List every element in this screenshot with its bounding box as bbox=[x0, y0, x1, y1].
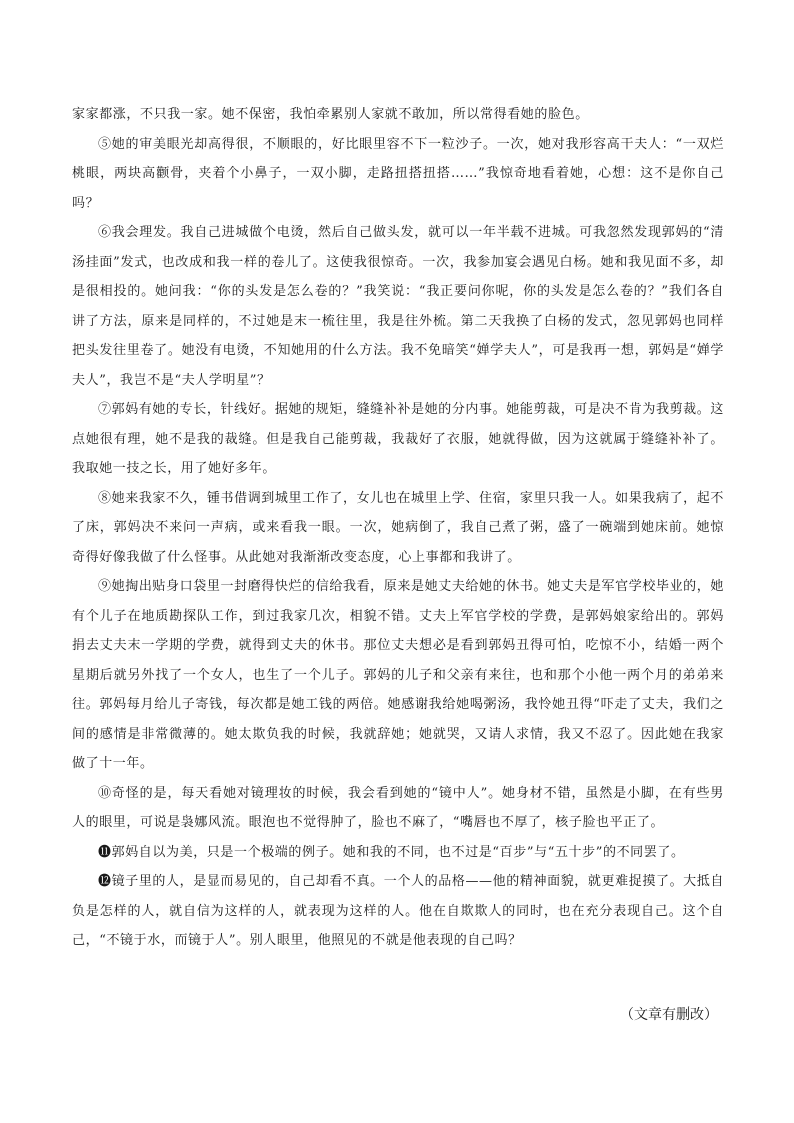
article-body bbox=[72, 0, 724, 956]
paragraph-7: ⑦郭妈有她的专长，针线好。据她的规矩，缝缝补补是她的分内事。她能剪裁，可是决不肯为我剪裁。这点她很有理，她不是我的裁缝。但是我自己能剪裁，我裁好了衣服，她就得做，因为这就属于缝缝补补了。我取她一技之长，用了她好多年。 bbox=[72, 402, 724, 476]
paragraph-9: ⑨她掏出贴身口袋里一封磨得快烂的信给我看，原来是她丈夫给她的休书。她丈夫是军官学校毕业的，她有个儿子在地质勘探队工作，到过我家几次，相貌不错。丈夫上军官学校的学费，是郭妈娘家给出的。郭妈捐去丈夫末一学期的学费，就得到丈夫的休书。那位丈夫想必是看到郭妈丑得可怕，吃惊不小，结婚一两个星期后就另外找了一个女人，也生了一个儿子。郭妈的儿子和父亲有来往，也和那个小他一两个月的弟弟来往。郭妈每月给儿子寄钱，每次都是她工钱的两倍。她感谢我给她喝粥汤，我怜她丑得“吓走了丈夫，我们之间的感情是非常微薄的。她太欺负我的时候，我就辞她；她就哭，又请人求情，我又不忍了。因此她在我家做了十一年。 bbox=[72, 579, 724, 771]
paragraph-8: ⑧她来我家不久，锺书借调到城里工作了，女儿也在城里上学、住宿，家里只我一人。如果我病了，起不了床，郭妈决不来问一声病，或来看我一眼。一次，她病倒了，我自己煮了粥，盛了一碗端到她床前。她惊奇得好像我做了什么怪事。从此她对我渐渐改变态度，心上事都和我讲了。 bbox=[72, 490, 724, 565]
paragraph-6: ⑥我会理发。我自己进城做个电烫，然后自己做头发，就可以一年半载不进城。可我忽然发现郭妈的“清汤挂面”发式，也改成和我一样的卷儿了。这使我很惊奇。一次，我参加宴会遇见白杨。她和我见面不多，却是很相投的。她问我：“你的头发是怎么卷的？”我笑说：“我正要问你呢，你的头发是怎么卷的？”我们各自讲了方法，原来是同样的，不过她是末一梳往里，我是往外梳。第二天我换了白杨的发式，忽见郭妈也同样把头发往里卷了。她没有电烫，不知她用的什么方法。我不免暗笑“婵学夫人”，可是我再一想，郭妈是“婵学夫人”，我岂不是“夫人学明星”？ bbox=[72, 225, 724, 388]
paragraph-12: ⓬镜子里的人，是显而易见的，自己却看不真。一个人的品格——他的精神面貌，就更难捉摸了。大抵自负是怎样的人，就自信为这样的人，就表现为这样的人。他在自欺欺人的同时，也在充分表现自己。这个自己，“不镜于水，而镜于人”。别人眼里，他照见的不就是他表现的自己吗？ bbox=[72, 874, 724, 948]
paragraph-continued: 家家都涨，不只我一家。她不保密，我怕牵累别人家就不敢加，所以常得看她的脸色。 bbox=[72, 107, 589, 122]
source-note: （文章有删改） bbox=[620, 1006, 718, 1022]
paragraph-11: ⓫郭妈自以为美，只是一个极端的例子。她和我的不同，也不过是“百步”与“五十步”的不同罢了。 bbox=[98, 844, 685, 860]
paragraph-10: ⑩奇怪的是，每天看她对镜理妆的时候，我会看到她的“镜中人”。她身材不错，虽然是小脚，在有些男人的眼里，可说是袅娜风流。眼泡也不觉得肿了，脸也不麻了，“嘴唇也不厚了，核子脸也平正了。 bbox=[72, 785, 724, 830]
paragraph-5: ⑤她的审美眼光却高得很，不顺眼的，好比眼里容不下一粒沙子。一次，她对我形容高干夫人：“一双烂桃眼，两块高颧骨，夹着个小鼻子，一双小脚，走路扭搭扭搭……”我惊奇地看着她，心想：这不是你自己吗？ bbox=[72, 136, 724, 211]
